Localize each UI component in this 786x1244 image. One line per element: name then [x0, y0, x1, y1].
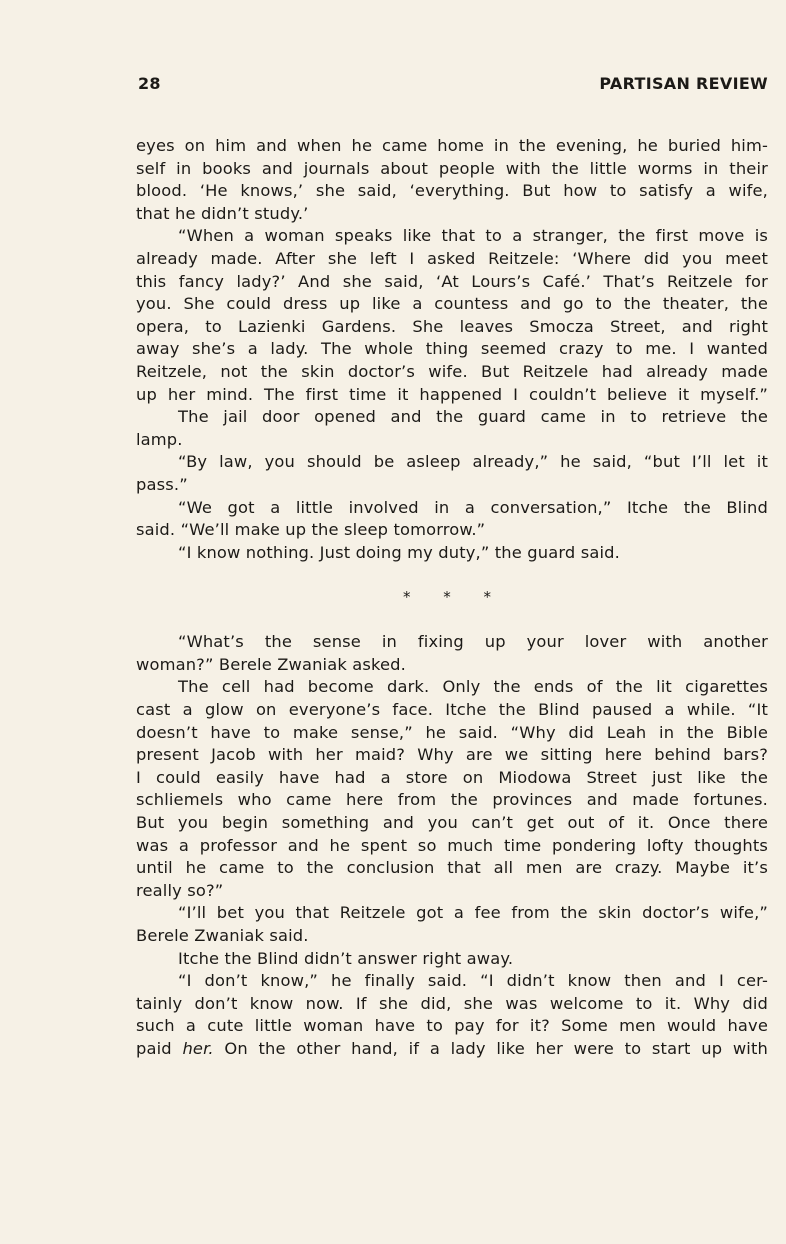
text-line: said. “We’ll make up the sleep tomorrow.” — [136, 520, 486, 540]
text-line: blood. ‘He knows,’ she said, ‘everything. But how to satisfy a wife, — [136, 181, 768, 201]
journal-title: PARTISAN REVIEW — [599, 74, 768, 93]
text-line: eyes on him and when he came home in the evening, he buried him- — [136, 136, 768, 155]
text-line: this fancy lady?’ And she said, ‘At Lours’s Café.’ That’s Reitzele for — [136, 271, 768, 291]
text-line: “I don’t know,” he finally said. “I didn’t know then and I cer- — [178, 971, 768, 991]
text-line: really so?” — [136, 880, 224, 900]
text-line: doesn’t have to make sense,” he said. “Why did Leah in the Bible — [136, 722, 768, 742]
text-line: woman?” Berele Zwaniak asked. — [136, 654, 406, 674]
text-before-break — [136, 135, 768, 564]
text-line: tainly don’t know now. If she did, she was welcome to it. Why did — [136, 993, 768, 1013]
text-line: cast a glow on everyone’s face. Itche the Blind paused a while. “It — [136, 700, 768, 720]
text-line: lamp. — [136, 429, 183, 449]
running-header — [138, 74, 768, 93]
text-line: “What’s the sense in fixing up your lover with another — [178, 632, 768, 652]
text-line: “By law, you should be asleep already,” he said, “but I’ll let it — [178, 452, 768, 472]
text-line: until he came to the conclusion that all men are crazy. Maybe it’s — [136, 858, 768, 878]
text-line: present Jacob with her maid? Why are we sitting here behind bars? — [136, 745, 768, 765]
text-line: away she’s a lady. The whole thing seemed crazy to me. I wanted — [136, 339, 768, 359]
section-break: * * * — [402, 588, 506, 607]
text-line: self in books and journals about people with the little worms in their — [136, 158, 768, 178]
text-line: schliemels who came here from the provinces and made fortunes. — [136, 790, 768, 810]
text-line: “When a woman speaks like that to a stranger, the first move is — [178, 226, 768, 246]
text-line: opera, to Lazienki Gardens. She leaves Smocza Street, and right — [136, 316, 768, 336]
text-after-break — [136, 631, 768, 1038]
text-line: “We got a little involved in a conversation,” Itche the Blind — [178, 497, 768, 517]
text-line: you. She could dress up like a countess and go to the theater, the — [136, 294, 768, 314]
text-line: was a professor and he spent so much time pondering lofty thoughts — [136, 835, 768, 855]
text-line: The cell had become dark. Only the ends of the lit cigarettes — [178, 677, 768, 697]
text-line: already made. After she left I asked Reitzele: ‘Where did you meet — [136, 248, 768, 268]
text-line: such a cute little woman have to pay for it? Some men would have — [136, 1016, 768, 1036]
text-line: pass.” — [136, 474, 188, 494]
body-text — [136, 135, 768, 1061]
text-line: Itche the Blind didn’t answer right away. — [178, 948, 514, 968]
text-line: I could easily have had a store on Miodowa Street just like the — [136, 767, 768, 787]
text-line: The jail door opened and the guard came in to retrieve the — [178, 407, 768, 427]
text-line: Berele Zwaniak said. — [136, 926, 309, 945]
text-line: But you begin something and you can’t get out of it. Once there — [136, 813, 768, 833]
page-number: 28 — [138, 74, 161, 93]
text-line: up her mind. The first time it happened I couldn’t believe it myself.” — [136, 384, 768, 404]
text-line: Reitzele, not the skin doctor’s wife. But Reitzele had already made — [136, 361, 768, 381]
text-line: “I know nothing. Just doing my duty,” the guard said. — [178, 542, 620, 562]
emphasized-word: her. — [182, 1038, 214, 1058]
text-line: paid her. On the other hand, if a lady like her were to start up with — [136, 1038, 768, 1058]
text-line: that he didn’t study.’ — [136, 203, 309, 223]
text-line: “I’ll bet you that Reitzele got a fee from the skin doctor’s wife,” — [178, 903, 768, 923]
